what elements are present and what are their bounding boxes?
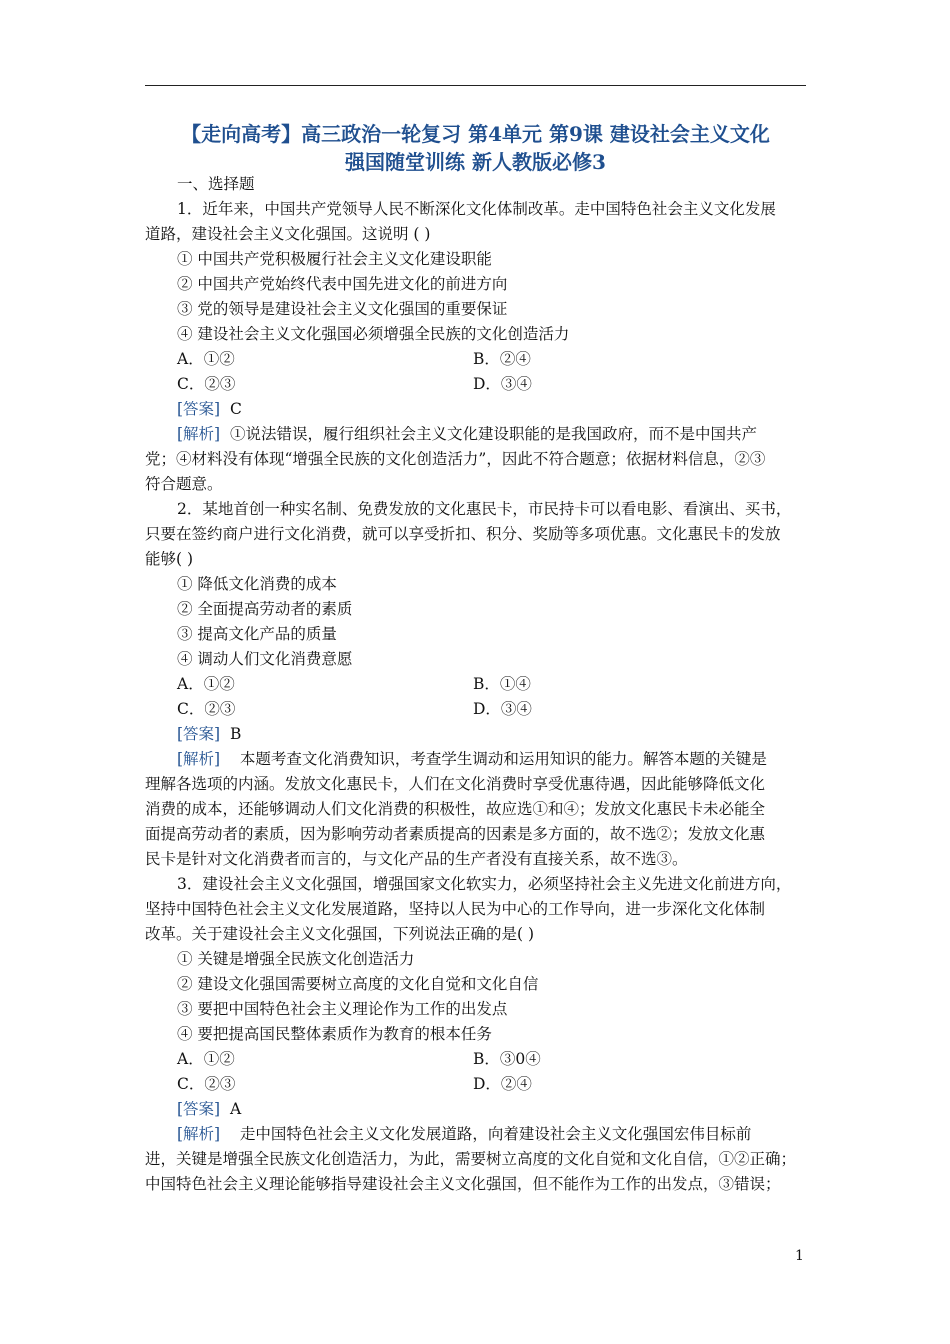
q3-explanation-cont: 进，关键是增强全民族文化创造活力，为此，需要树立高度的文化自觉和文化自信，①②正确； <box>145 1150 797 1168</box>
explanation-tag: [解析] <box>177 1125 221 1143</box>
q1-option-b: B．②④ <box>473 350 531 368</box>
explanation-tag: [解析] <box>177 425 221 443</box>
doc-title-line2: 强国随堂训练 新人教版必修3 <box>345 150 606 174</box>
explanation-text: 走中国特色社会主义文化发展道路，向着建设社会主义文化强国宏伟目标前 <box>239 1125 752 1143</box>
q2-item-3: ③ 提高文化产品的质量 <box>177 625 337 643</box>
doc-title-line1: 【走向高考】高三政治一轮复习 第4单元 第9课 建设社会主义文化 <box>181 122 770 146</box>
q1-answer <box>177 397 806 422</box>
q1-stem: 1．近年来，中国共产党领导人民不断深化文化体制改革。走中国特色社会主义文化发展 <box>177 200 776 218</box>
explanation-text: ①说法错误，履行组织社会主义文化建设职能的是我国政府，而不是中国共产 <box>229 425 757 443</box>
q3-stem-cont: 坚持中国特色社会主义文化发展道路，坚持以人民为中心的工作导向，进一步深化文化体制 <box>145 900 766 918</box>
q2-explanation-cont: 面提高劳动者的素质，因为影响劳动者素质提高的因素是多方面的，故不选②；发放文化惠 <box>145 825 766 843</box>
q1-option-a: A．①② <box>177 350 235 368</box>
page-number: 1 <box>795 1248 804 1264</box>
answer-value: B <box>229 725 242 743</box>
answer-value: C <box>229 400 242 418</box>
q2-explanation-cont: 消费的成本，还能够调动人们文化消费的积极性，故应选①和④；发放文化惠民卡未必能全 <box>145 800 766 818</box>
q3-stem: 3．建设社会主义文化强国，增强国家文化软实力，必须坚持社会主义先进文化前进方向， <box>177 875 792 893</box>
q2-item-2: ② 全面提高劳动者的素质 <box>177 600 353 618</box>
q1-explanation <box>177 422 806 447</box>
q3-explanation <box>177 1122 806 1147</box>
q1-option-d: D．③④ <box>473 375 532 393</box>
q3-option-a: A．①② <box>177 1050 235 1068</box>
q1-stem-cont: 道路，建设社会主义文化强国。这说明 ( ) <box>145 225 431 243</box>
answer-tag: [答案] <box>177 725 221 743</box>
q3-option-d: D．②④ <box>473 1075 532 1093</box>
q3-item-2: ② 建设文化强国需要树立高度的文化自觉和文化自信 <box>177 975 539 993</box>
q3-explanation-cont: 中国特色社会主义理论能够指导建设社会主义文化强国，但不能作为工作的出发点，③错误； <box>145 1175 781 1193</box>
answer-value: A <box>229 1100 242 1118</box>
q2-answer <box>177 722 806 747</box>
q3-item-4: ④ 要把提高国民整体素质作为教育的根本任务 <box>177 1025 492 1043</box>
q1-option-c: C．②③ <box>177 375 236 393</box>
q3-item-1: ① 关键是增强全民族文化创造活力 <box>177 950 415 968</box>
answer-tag: [答案] <box>177 1100 221 1118</box>
header-rule <box>145 85 806 86</box>
q2-stem: 2．某地首创一种实名制、免费发放的文化惠民卡，市民持卡可以看电影、看演出、买书， <box>177 500 792 518</box>
q1-item-1: ① 中国共产党积极履行社会主义文化建设职能 <box>177 250 492 268</box>
q2-item-1: ① 降低文化消费的成本 <box>177 575 337 593</box>
explanation-text: 本题考查文化消费知识，考查学生调动和运用知识的能力。解答本题的关键是 <box>239 750 767 768</box>
q1-item-4: ④ 建设社会主义文化强国必须增强全民族的文化创造活力 <box>177 325 570 343</box>
q2-explanation-cont: 理解各选项的内涵。发放文化惠民卡，人们在文化消费时享受优惠待遇，因此能够降低文化 <box>145 775 766 793</box>
q2-stem-cont: 只要在签约商户进行文化消费，就可以享受折扣、积分、奖励等多项优惠。文化惠民卡的发放 <box>145 525 781 543</box>
q2-explanation-cont: 民卡是针对文化消费者而言的，与文化产品的生产者没有直接关系，故不选③。 <box>145 850 688 868</box>
q1-explanation-cont: 符合题意。 <box>145 475 223 493</box>
q3-item-3: ③ 要把中国特色社会主义理论作为工作的出发点 <box>177 1000 508 1018</box>
q2-option-b: B．①④ <box>473 675 531 693</box>
q2-item-4: ④ 调动人们文化消费意愿 <box>177 650 353 668</box>
q3-answer <box>177 1097 806 1122</box>
q1-item-2: ② 中国共产党始终代表中国先进文化的前进方向 <box>177 275 508 293</box>
q3-option-c: C．②③ <box>177 1075 236 1093</box>
q3-stem-cont: 改革。关于建设社会主义文化强国，下列说法正确的是( ) <box>145 925 535 943</box>
q2-option-a: A．①② <box>177 675 235 693</box>
q2-option-c: C．②③ <box>177 700 236 718</box>
q2-explanation <box>177 747 806 772</box>
q1-item-3: ③ 党的领导是建设社会主义文化强国的重要保证 <box>177 300 508 318</box>
q3-option-b: B．③0④ <box>473 1050 541 1068</box>
q2-option-d: D．③④ <box>473 700 532 718</box>
q1-explanation-cont: 党；④材料没有体现“增强全民族的文化创造活力”，因此不符合题意；依据材料信息，②③ <box>145 450 766 468</box>
section-heading: 一、选择题 <box>177 175 255 193</box>
q2-stem-cont: 能够( ) <box>145 550 194 568</box>
explanation-tag: [解析] <box>177 750 221 768</box>
answer-tag: [答案] <box>177 400 221 418</box>
